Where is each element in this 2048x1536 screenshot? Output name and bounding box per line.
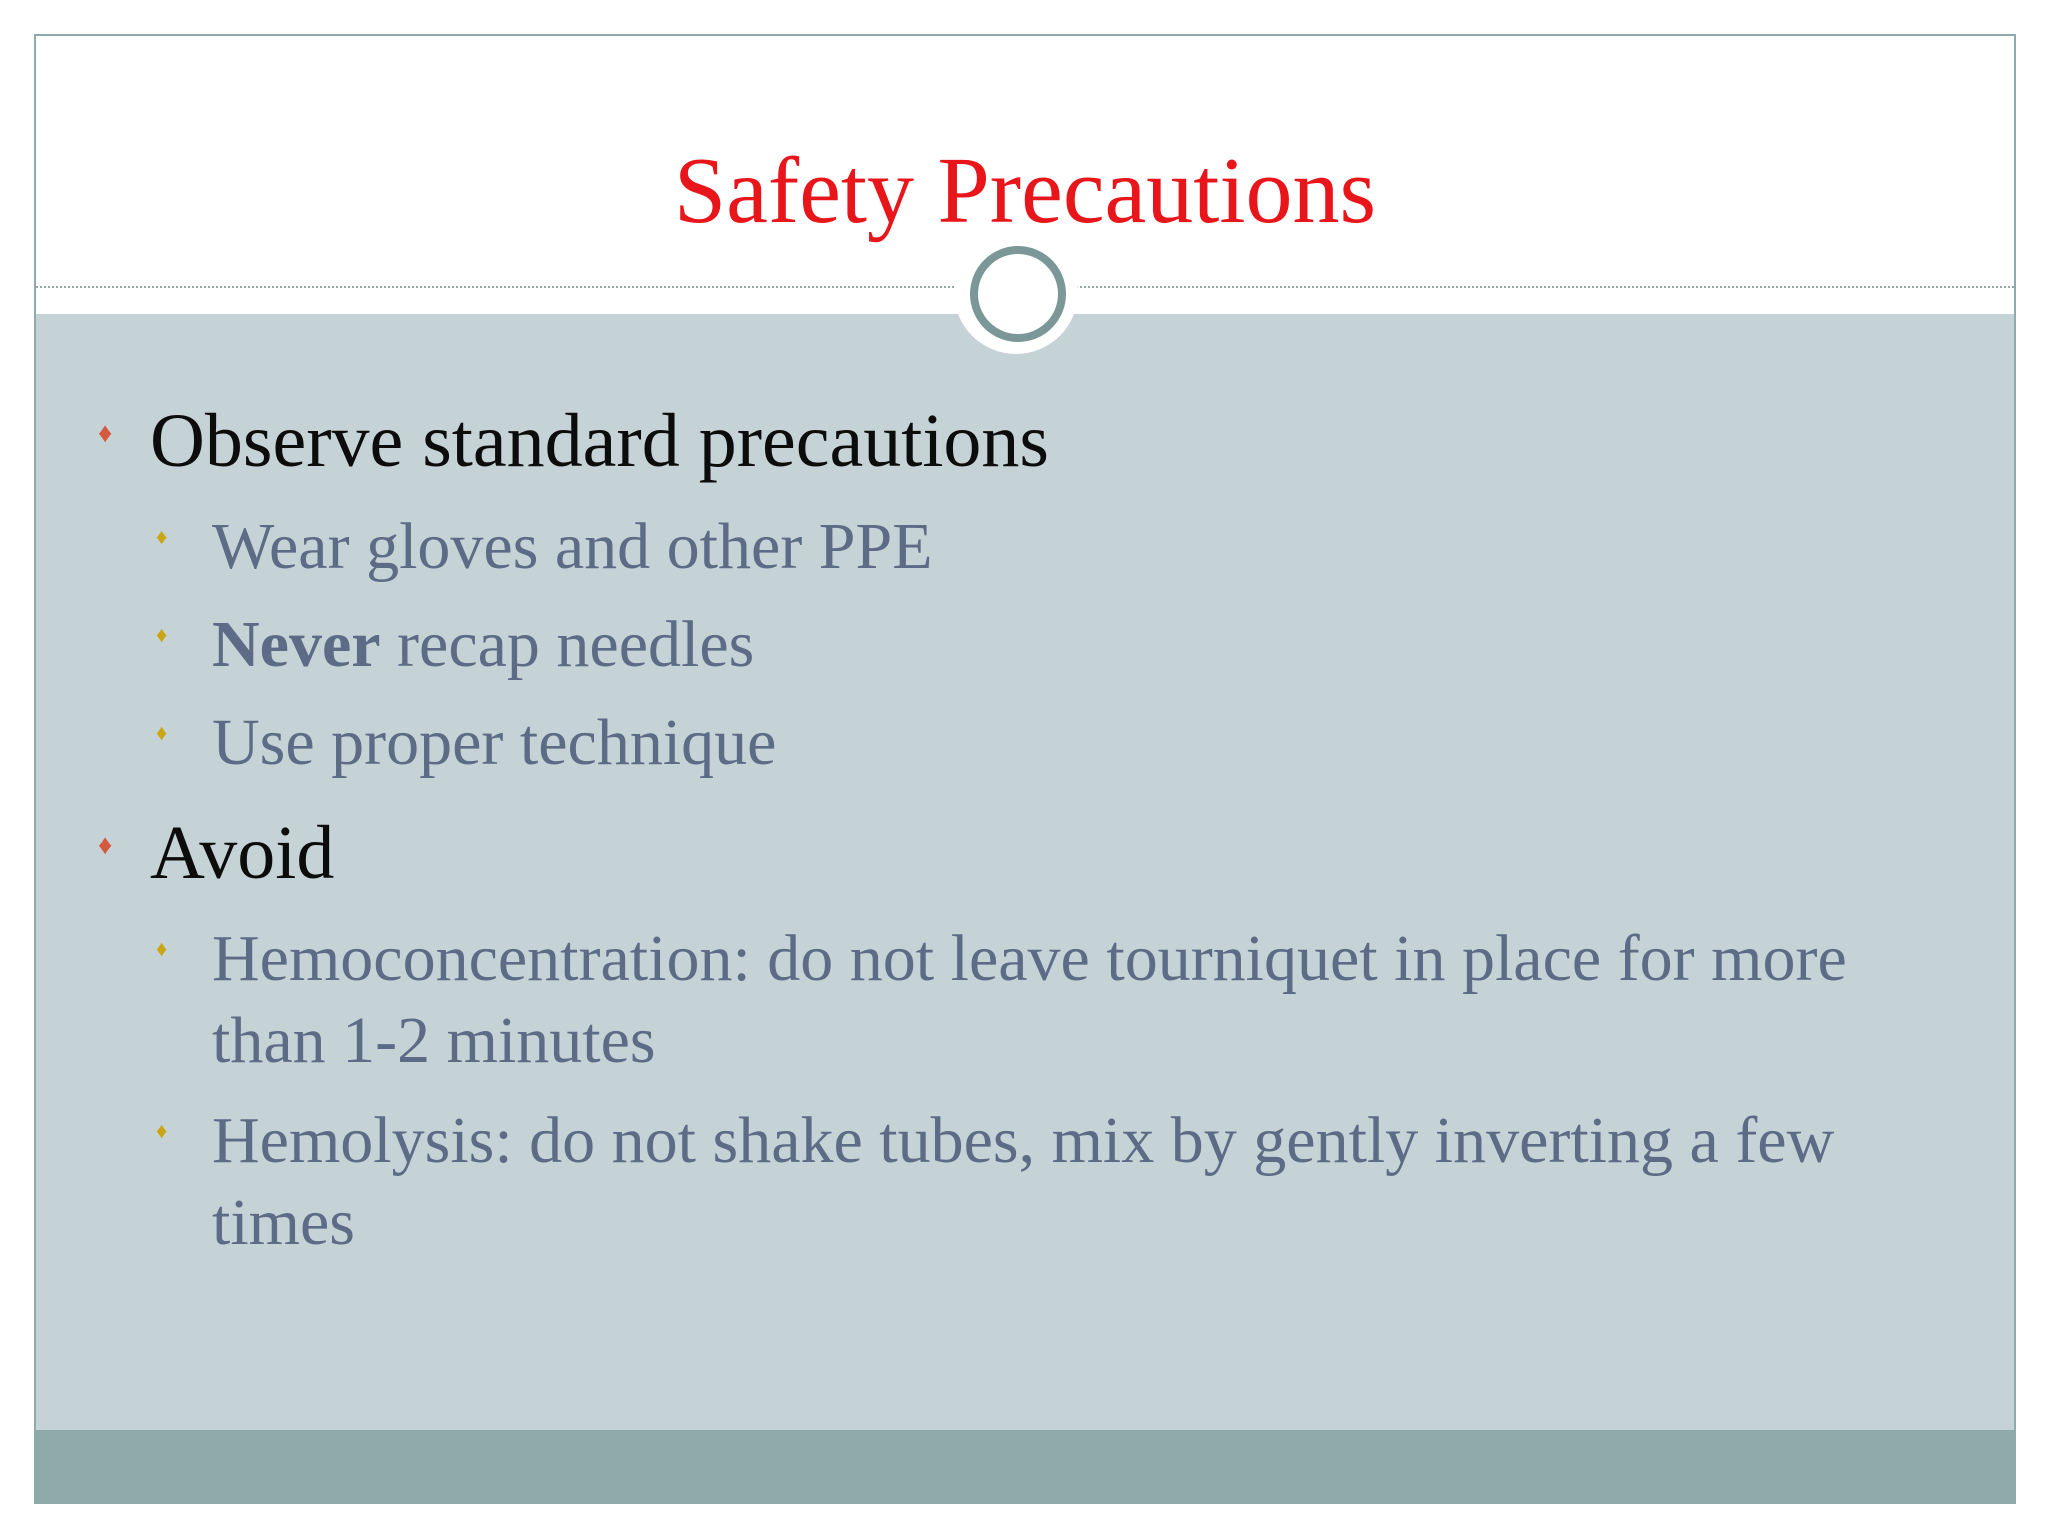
slide	[34, 34, 2016, 1504]
slide-title: Safety Precautions	[673, 139, 1377, 243]
bullet-list	[36, 36, 2014, 1430]
bullet-level2	[156, 1100, 1972, 1264]
bullet-level2	[156, 702, 1972, 784]
bullet-bold-text: Never	[212, 608, 381, 681]
bullet-level1	[98, 396, 1950, 486]
bullet-level2	[156, 506, 1972, 588]
bullet-level2	[156, 918, 1972, 1082]
bullet-text: Hemoconcentration: do not leave tourniquet in place for more than 1-2 minutes	[212, 922, 1847, 1077]
diamond-icon: ♦	[156, 936, 168, 961]
diamond-icon: ♦	[156, 524, 168, 549]
bullet-text: Hemolysis: do not shake tubes, mix by gently inverting a few times	[212, 1104, 1835, 1259]
diamond-icon: ♦	[156, 720, 168, 745]
bullet-level2	[156, 604, 1972, 686]
footer-band	[36, 1430, 2014, 1502]
bullet-level1	[98, 808, 1950, 898]
bullet-text: recap needles	[380, 608, 755, 681]
bullet-text: Use proper technique	[212, 706, 777, 779]
bullet-text: Avoid	[150, 811, 335, 895]
diamond-icon: ♦	[156, 1118, 168, 1143]
diamond-icon: ♦	[98, 830, 113, 861]
bullet-text: Observe standard precautions	[150, 399, 1050, 483]
diamond-icon: ♦	[156, 622, 168, 647]
bullet-text: Wear gloves and other PPE	[212, 510, 933, 583]
diamond-icon: ♦	[98, 418, 113, 449]
